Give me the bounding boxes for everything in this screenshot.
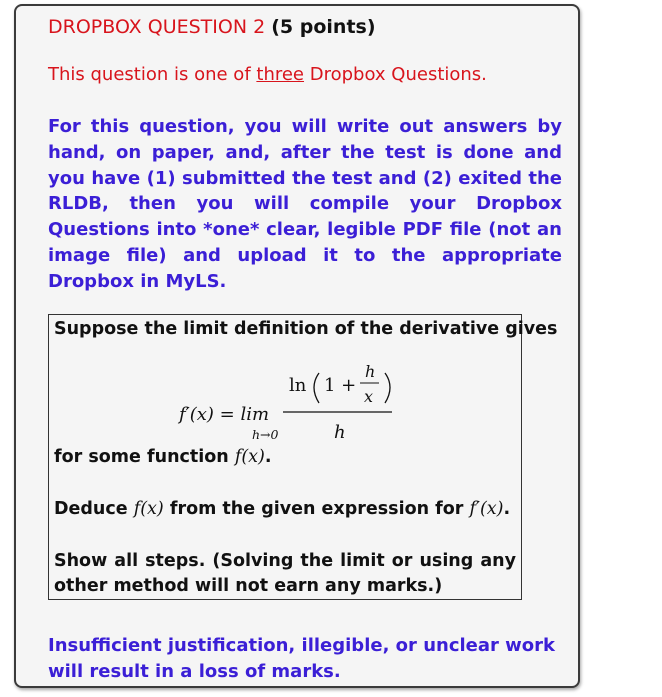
derivative-formula — [49, 347, 523, 443]
question-panel — [14, 4, 580, 688]
deduce-line — [54, 499, 510, 519]
question-box — [48, 314, 558, 600]
title-text: DROPBOX QUESTION 2 — [48, 16, 266, 38]
show-steps-paragraph: Show all steps. (Solving the limit or using any other method will not earn any marks.) — [54, 551, 516, 596]
question-prompt: Suppose the limit definition of the derivative gives — [54, 319, 558, 339]
deduce-middle: from the given expression for — [163, 499, 470, 519]
points-label: (5 points) — [271, 16, 376, 38]
some-function-line — [54, 447, 272, 467]
question-title — [48, 16, 376, 38]
intro-before: This question is one of — [48, 64, 257, 85]
formula-limit-sub: h→0 — [252, 427, 279, 442]
deduce-before: Deduce — [54, 499, 134, 519]
some-function-math: f(x) — [234, 447, 265, 467]
some-function-after: . — [264, 447, 272, 467]
formula-inner-den: x — [364, 387, 374, 406]
formula-one-plus: 1 + — [324, 375, 357, 396]
intro-text — [48, 64, 487, 85]
footer-warning: Insufficient justification, illegible, or unclear work will result in a loss of marks. — [48, 635, 555, 682]
intro-underlined: three — [256, 64, 305, 85]
formula-ln: ln — [289, 375, 307, 396]
instructions-paragraph: For this question, you will write out answers by hand, on paper, and, after the test is done and you have (1) submitted the test and (2) exited the RLDB, then you will compile your Dropbox Questions into *one* clear, legible PDF file (not an image file) and upload it to the appropriate Dropbox in MyLS. — [48, 116, 562, 292]
some-function-before: for some function — [54, 447, 235, 467]
left-paren — [314, 373, 319, 403]
formula-denominator: h — [334, 422, 346, 443]
formula-inner-num: h — [365, 362, 376, 381]
deduce-math2: f′(x) — [469, 499, 504, 519]
intro-after: Dropbox Questions. — [304, 64, 487, 85]
formula-lhs: f′(x) = lim — [179, 404, 270, 425]
right-paren — [385, 373, 390, 403]
deduce-math1: f(x) — [133, 499, 164, 519]
deduce-after: . — [503, 499, 511, 519]
